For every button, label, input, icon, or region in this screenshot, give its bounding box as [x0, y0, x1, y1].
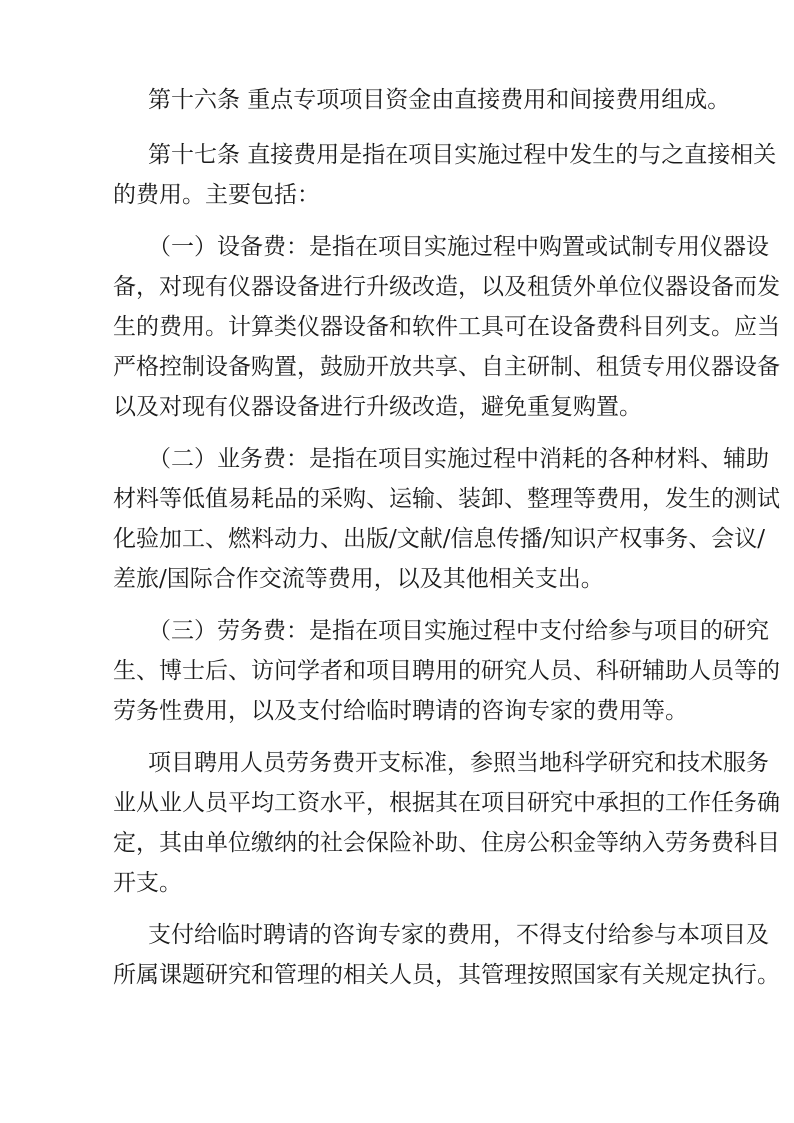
paragraph-line: 支付给临时聘请的咨询专家的费用，不得支付给参与本项目及: [148, 922, 769, 948]
paragraph: [113, 743, 780, 903]
paragraph-line: 差旅/国际合作交流等费用，以及其他相关支出。: [113, 566, 604, 592]
paragraph: [113, 135, 777, 215]
paragraph-line: 的费用。主要包括：: [113, 182, 320, 208]
paragraph-line: （三）劳务费：是指在项目实施过程中支付给参与项目的研究: [148, 618, 769, 644]
document-page: [113, 80, 780, 1007]
paragraph-line: （二）业务费：是指在项目实施过程中消耗的各种材料、辅助: [148, 446, 769, 472]
paragraph-line: 生、博士后、访问学者和项目聘用的研究人员、科研辅助人员等的: [113, 658, 780, 684]
paragraph: [113, 439, 780, 599]
paragraph-line: 定，其由单位缴纳的社会保险补助、住房公积金等纳入劳务费科目: [113, 830, 780, 856]
paragraph-line: 项目聘用人员劳务费开支标准，参照当地科学研究和技术服务: [148, 750, 769, 776]
paragraph-line: 劳务性费用，以及支付给临时聘请的咨询专家的费用等。: [113, 698, 688, 724]
paragraph: [113, 227, 780, 427]
paragraph-line: 所属课题研究和管理的相关人员，其管理按照国家有关规定执行。: [113, 962, 780, 988]
paragraph-line: 材料等低值易耗品的采购、运输、装卸、整理等费用，发生的测试: [113, 486, 780, 512]
paragraph-line: 开支。: [113, 870, 182, 896]
paragraph: [113, 80, 731, 120]
paragraph-line: 备，对现有仪器设备进行升级改造，以及租赁外单位仪器设备而发: [113, 274, 780, 300]
paragraph-line: 第十七条 直接费用是指在项目实施过程中发生的与之直接相关: [148, 142, 777, 168]
paragraph-line: 业从业人员平均工资水平，根据其在项目研究中承担的工作任务确: [113, 790, 780, 816]
paragraph-line: 生的费用。计算类仪器设备和软件工具可在设备费科目列支。应当: [113, 314, 780, 340]
paragraph-line: 以及对现有仪器设备进行升级改造，避免重复购置。: [113, 394, 642, 420]
paragraph-line: 化验加工、燃料动力、出版/文献/信息传播/知识产权事务、会议/: [113, 526, 765, 552]
paragraph-line: 第十六条 重点专项项目资金由直接费用和间接费用组成。: [148, 87, 731, 113]
paragraph-line: 严格控制设备购置，鼓励开放共享、自主研制、租赁专用仪器设备: [113, 354, 780, 380]
paragraph-line: （一）设备费：是指在项目实施过程中购置或试制专用仪器设: [148, 234, 769, 260]
paragraph: [113, 611, 780, 731]
paragraph: [113, 915, 780, 995]
